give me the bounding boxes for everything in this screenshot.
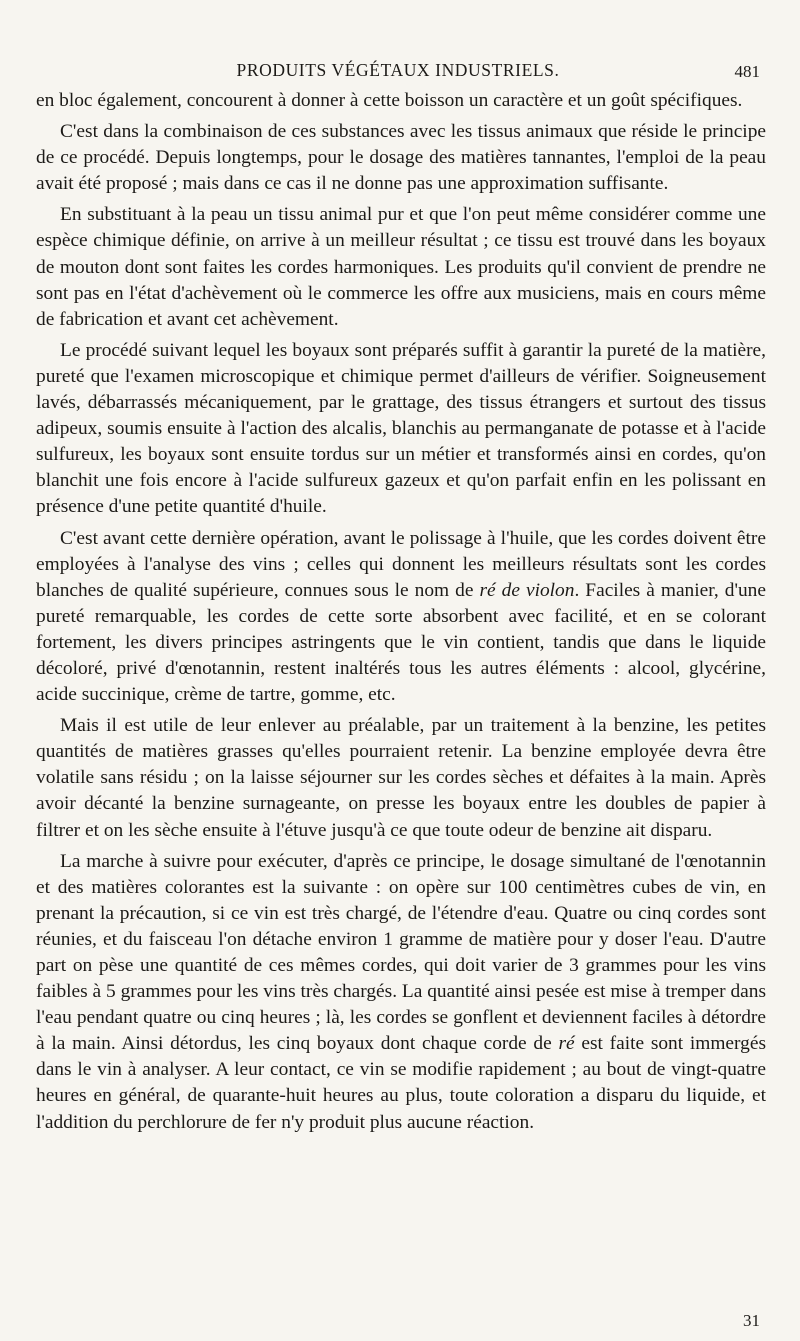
paragraph: C'est dans la combinaison de ces substances avec les tissus animaux que réside le principe de ce procédé. Depuis longtemps, pour le dosage des matières tannantes, l'emploi de la peau avait été proposé ; mais dans ce cas il ne donne pas une approximation suffisante. [36,121,766,195]
page-number: 481 [734,62,760,81]
body-text [36,88,766,1136]
paragraph-text: . Faciles à manier, d'une pureté remarquable, les cordes de cette sorte absorbent avec facilité, et en se colorant fortement, les divers principes astringents que le vin contient, tandis que dans le liquide décoloré, privé d'œnotannin, restent inaltérés tous les autres éléments : alcool, glycérine, acide succinique, crème de tartre, gomme, etc. [36,579,766,706]
paragraph: Le procédé suivant lequel les boyaux sont préparés suffit à garantir la pureté de la matière, pureté que l'examen microscopique et chimique permet d'ailleurs de vérifier. Soigneusement lavés, débarrassés mécaniquement, par le grattage, des tissus étrangers et surtout des tissus adipeux, soumis ensuite à l'action des alcalis, blanchis au permanganate de potasse et à l'acide sulfureux, les boyaux sont ensuite tordus sur un métier et transformés ainsi en cordes, qu'on blanchit une fois encore à l'acide sulfureux gazeux et qu'on parfait enfin en les polissant en présence d'une petite quantité d'huile. [36,339,766,518]
running-title: PRODUITS VÉGÉTAUX INDUSTRIELS. [236,60,560,80]
paragraph-text: C'est avant cette dernière opération, avant le polissage à l'huile, que les cordes doivent être employées à l'analyse des vins ; celles qui donnent les meilleurs résultats sont les cordes blanches de qualité supérieure, connues sous le nom de [36,527,766,601]
paragraph-text: La marche à suivre pour exécuter, d'après ce principe, le dosage simultané de l'œnotannin et des matières colorantes est la suivante : on opère sur 100 centimètres cubes de vin, en prenant la précaution, si ce vin est très chargé, de l'étendre d'eau. Quatre ou cinq cordes sont réunies, et du faisceau l'on détache environ 1 gramme de matière pour y doser l'eau. D'autre part on pèse une quantité de ces mêmes cordes, qui doit varier de 3 grammes pour les vins faibles à 5 grammes pour les vins très chargés. La quantité ainsi pesée est mise à tremper dans l'eau pendant quatre ou cinq heures ; là, les cordes se gonflent et deviennent faciles à détordre à la main. Ainsi détordus, les cinq boyaux dont chaque corde de [36,850,766,1055]
paragraph [36,849,766,1136]
paragraph-text: est faite sont immergés dans le vin à analyser. A leur contact, ce vin se modifie rapidement ; au bout de vingt-quatre heures en général, de quarante-huit heures au plus, toute coloration a disparu du liquide, et l'addition du perchlorure de fer n'y produit plus aucune réaction. [36,1033,766,1133]
italic-term: ré [558,1033,575,1055]
paragraph [36,526,766,709]
page-header [36,58,760,84]
signature-mark: 31 [743,1311,760,1330]
paragraph: Mais il est utile de leur enlever au préalable, par un traitement à la benzine, les petites quantités de matières grasses qu'elles pourraient retenir. La benzine employée devra être volatile sans résidu ; on la laisse séjourner sur les cordes sèches et défaites à la main. Après avoir décanté la benzine surnageante, on presse les boyaux entre les doubles de papier à filtrer et on les sèche ensuite à l'étuve jusqu'à ce que toute odeur de benzine ait disparu. [36,715,766,841]
paragraph: En substituant à la peau un tissu animal pur et que l'on peut même considérer comme une espèce chimique définie, on arrive à un meilleur résultat ; ce tissu est trouvé dans les boyaux de mouton dont sont faites les cordes harmoniques. Les produits qu'il convient de prendre ne sont pas en l'état d'achèvement où le commerce les offre aux musiciens, mais en cours même de fabrication et avant cet achèvement. [36,204,766,330]
paragraph: en bloc également, concourent à donner à cette boisson un caractère et un goût spécifiques. [36,90,743,111]
italic-term: ré de violon [479,579,575,601]
